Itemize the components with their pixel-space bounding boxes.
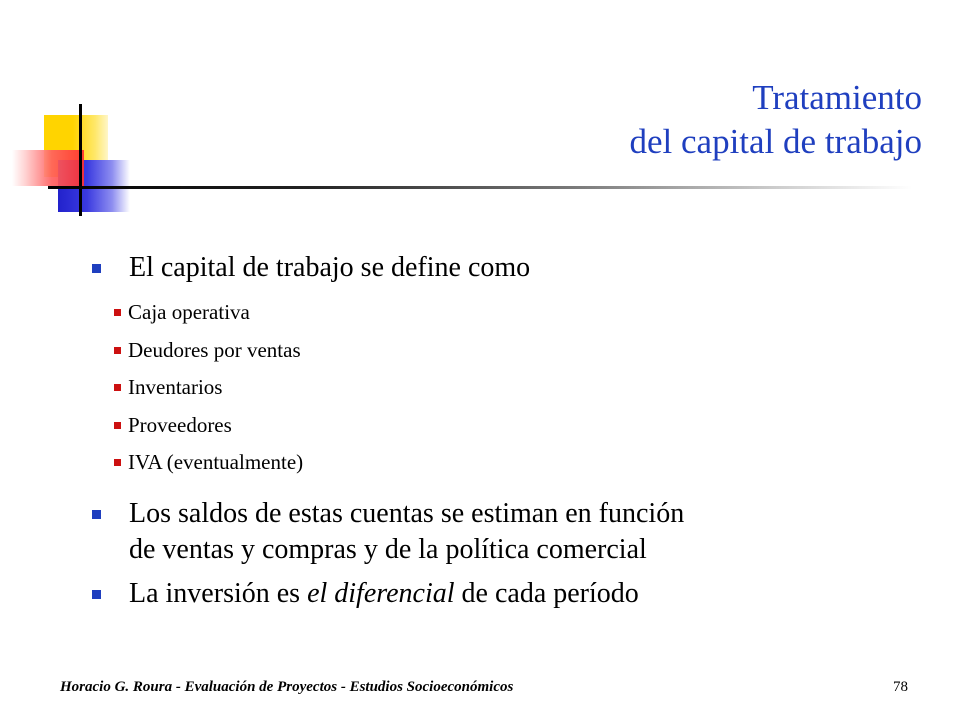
logo-red-square <box>12 150 84 186</box>
title-underline <box>48 186 912 189</box>
bullet-text <box>129 576 922 612</box>
sub-bullet-text: Deudores por ventas <box>128 337 301 362</box>
sub-bullet-marker <box>114 309 121 316</box>
sub-bullet-text: IVA (eventualmente) <box>128 450 304 474</box>
bullet-marker <box>92 510 101 519</box>
sub-bullet-marker <box>114 347 121 354</box>
bullet-text-line-1: Los saldos de estas cuentas se estiman en función <box>129 497 685 529</box>
bullet-item <box>92 576 922 612</box>
bullet-item <box>92 496 922 568</box>
sub-bullet-marker <box>114 422 121 429</box>
page-number: 78 <box>893 679 908 695</box>
sub-bullet-item <box>92 407 922 445</box>
title-line-2: del capital de trabajo <box>629 122 922 161</box>
slide-title <box>222 76 922 164</box>
bullet-marker <box>92 590 101 599</box>
sub-bullet-item <box>92 444 922 482</box>
sub-bullet-text: Proveedores <box>128 412 232 437</box>
sub-bullet-item <box>92 294 922 332</box>
bullet-text-line-2: de ventas y compras y de la política comercial <box>129 533 647 565</box>
bullet-text-post: de cada período <box>454 577 639 609</box>
bullet-list <box>92 250 922 620</box>
title-line-1: Tratamiento <box>752 78 922 117</box>
bullet-marker <box>92 264 101 273</box>
logo-vertical-line <box>79 104 82 216</box>
bullet-item <box>92 250 922 286</box>
sub-bullet-item <box>92 369 922 407</box>
sub-bullet-list <box>92 294 922 482</box>
sub-bullet-marker <box>114 459 121 466</box>
bullet-text-pre: La inversión es <box>129 577 308 609</box>
sub-bullet-item <box>92 332 922 370</box>
footer-text: Horacio G. Roura - Evaluación de Proyectos - Estudios Socioeconómicos <box>60 679 514 695</box>
bullet-text-emphasis: el diferencial <box>307 577 455 609</box>
sub-bullet-text: Caja operativa <box>128 300 250 324</box>
sub-bullet-marker <box>114 384 121 391</box>
bullet-text: El capital de trabajo se define como <box>129 252 531 283</box>
sub-bullet-text: Inventarios <box>128 375 223 399</box>
